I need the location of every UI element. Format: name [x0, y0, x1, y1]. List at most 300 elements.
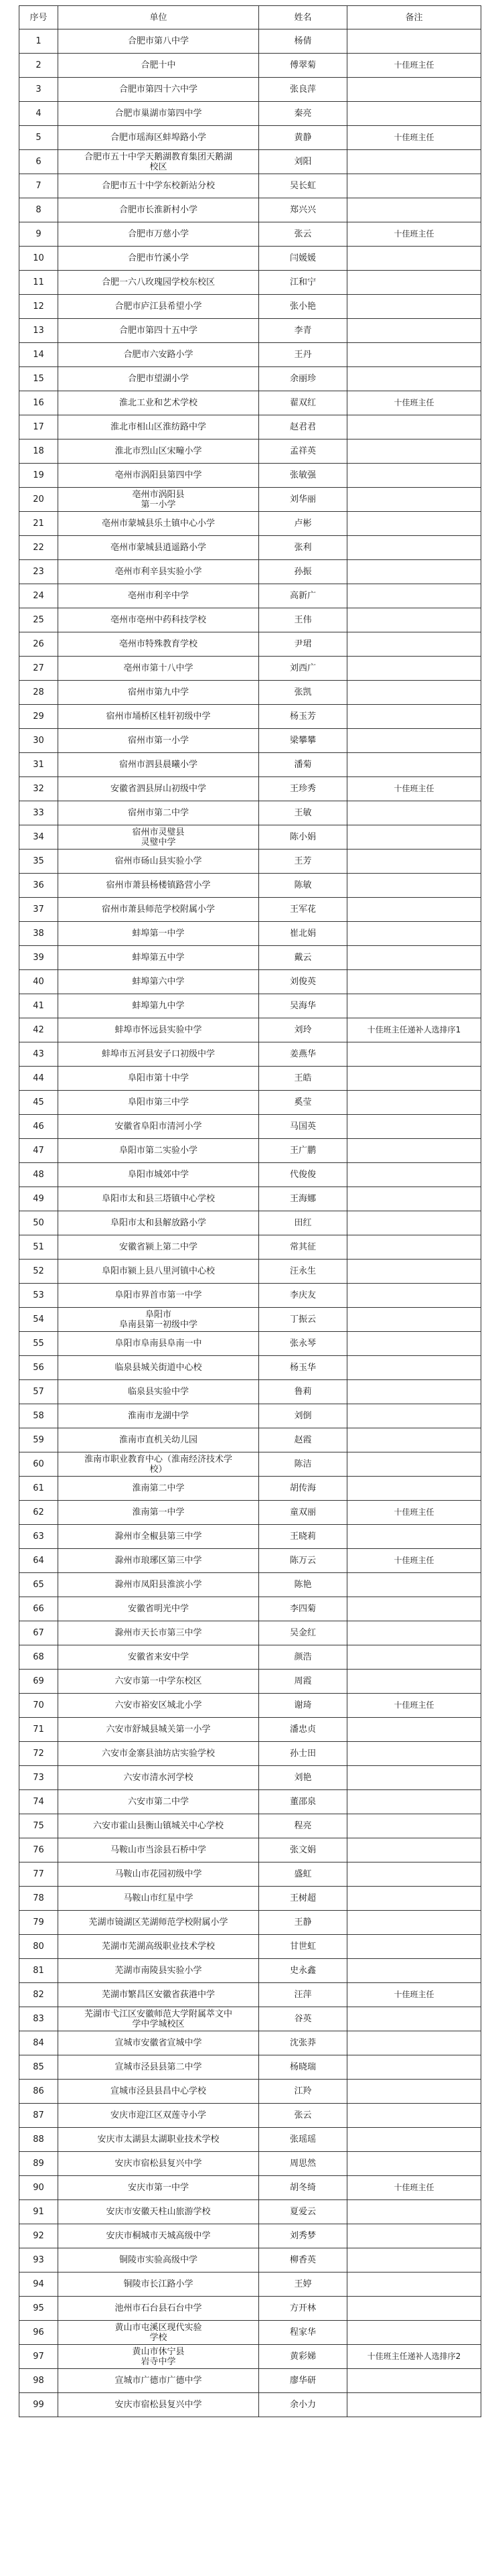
row-unit: 马鞍山市红星中学: [58, 1887, 259, 1911]
table-row: [19, 174, 481, 198]
row-unit: 安庆市桐城市天城高级中学: [58, 2224, 259, 2248]
row-name: 吴金红: [259, 1621, 347, 1645]
row-unit: 安徽省阜阳市清河小学: [58, 1115, 259, 1139]
row-index: 92: [19, 2224, 58, 2248]
row-remark: [347, 1211, 481, 1235]
row-unit: 合肥市第四十六中学: [58, 78, 259, 102]
row-unit: 亳州市利辛中学: [58, 584, 259, 608]
row-index: 21: [19, 512, 58, 536]
row-unit: 阜阳市颍上县八里河镇中心校: [58, 1260, 259, 1284]
row-remark: [347, 1670, 481, 1694]
row-name: 刘华丽: [259, 488, 347, 512]
row-index: 27: [19, 657, 58, 681]
row-index: 89: [19, 2152, 58, 2176]
table-row: [19, 1018, 481, 1042]
row-name: 傅翠菊: [259, 54, 347, 78]
row-name: 余丽珍: [259, 367, 347, 391]
row-remark: 十佳班主任递补人选排序1: [347, 1018, 481, 1042]
table-row: [19, 825, 481, 850]
row-index: 63: [19, 1525, 58, 1549]
row-unit: 马鞍山市花园初级中学: [58, 1862, 259, 1887]
row-unit: 阜阳市太和县解放路小学: [58, 1211, 259, 1235]
row-name: 汪萍: [259, 1983, 347, 2007]
row-name: 王伟: [259, 608, 347, 632]
row-name: 王晓莉: [259, 1525, 347, 1549]
row-remark: [347, 1935, 481, 1959]
table-row: [19, 584, 481, 608]
table-row: [19, 2128, 481, 2152]
row-name: 王皓: [259, 1067, 347, 1091]
table-row: [19, 1718, 481, 1742]
row-index: 90: [19, 2176, 58, 2200]
table-row: [19, 247, 481, 271]
row-unit: 合肥市庐江县希望小学: [58, 295, 259, 319]
row-index: 68: [19, 1645, 58, 1670]
table-row: [19, 1284, 481, 1308]
row-remark: [347, 150, 481, 174]
row-index: 38: [19, 922, 58, 946]
row-unit: 安徽省颍上第二中学: [58, 1235, 259, 1260]
row-unit: 宿州市第二中学: [58, 801, 259, 825]
row-remark: [347, 2152, 481, 2176]
table-row: [19, 1139, 481, 1163]
row-unit: 阜阳市第三中学: [58, 1091, 259, 1115]
row-index: 3: [19, 78, 58, 102]
row-index: 83: [19, 2007, 58, 2031]
table-row: [19, 1115, 481, 1139]
table-row: [19, 1887, 481, 1911]
row-index: 24: [19, 584, 58, 608]
table-row: [19, 1742, 481, 1766]
table-row: [19, 874, 481, 898]
table-row: [19, 1862, 481, 1887]
table-row: [19, 946, 481, 970]
row-remark: 十佳班主任: [347, 126, 481, 150]
table-row: [19, 536, 481, 560]
row-index: 78: [19, 1887, 58, 1911]
row-index: 88: [19, 2128, 58, 2152]
row-unit: 黄山市屯溪区现代实验 学校: [58, 2321, 259, 2345]
roster-sheet: [19, 5, 481, 2417]
table-row: [19, 801, 481, 825]
row-unit: 安庆市迎江区双莲寺小学: [58, 2104, 259, 2128]
row-unit: 亳州市涡阳县第四中学: [58, 464, 259, 488]
row-unit: 合肥市长淮新村小学: [58, 198, 259, 222]
table-row: [19, 391, 481, 415]
row-index: 43: [19, 1042, 58, 1067]
row-remark: [347, 1163, 481, 1187]
row-remark: [347, 2031, 481, 2055]
row-remark: [347, 295, 481, 319]
table-row: [19, 1163, 481, 1187]
row-unit: 安徽省明光中学: [58, 1597, 259, 1621]
row-remark: [347, 657, 481, 681]
row-name: 王婷: [259, 2273, 347, 2297]
row-remark: [347, 1645, 481, 1670]
row-unit: 蚌埠市怀远县实验中学: [58, 1018, 259, 1042]
row-index: 28: [19, 681, 58, 705]
table-row: [19, 1187, 481, 1211]
row-name: 陈艳: [259, 1573, 347, 1597]
row-unit: 滁州市琅琊区第三中学: [58, 1549, 259, 1573]
table-row: [19, 319, 481, 343]
table-row: [19, 681, 481, 705]
table-row: [19, 1766, 481, 1790]
row-unit: 合肥市竹溪小学: [58, 247, 259, 271]
row-index: 42: [19, 1018, 58, 1042]
row-unit: 淮南第一中学: [58, 1501, 259, 1525]
row-index: 29: [19, 705, 58, 729]
row-index: 81: [19, 1959, 58, 1983]
row-unit: 六安市裕安区城北小学: [58, 1694, 259, 1718]
row-remark: [347, 247, 481, 271]
row-name: 张敏强: [259, 464, 347, 488]
row-unit: 合肥市第八中学: [58, 29, 259, 54]
row-remark: [347, 801, 481, 825]
row-remark: [347, 1887, 481, 1911]
row-unit: 合肥市五十中学天鹅湖教育集团天鹅湖 校区: [58, 150, 259, 174]
row-remark: [347, 1380, 481, 1404]
roster-table: [19, 5, 481, 2417]
row-remark: 十佳班主任: [347, 54, 481, 78]
row-name: 甘世虹: [259, 1935, 347, 1959]
row-remark: [347, 2393, 481, 2417]
table-row: [19, 2321, 481, 2345]
row-remark: 十佳班主任: [347, 1983, 481, 2007]
row-name: 陈敏: [259, 874, 347, 898]
row-unit: 蚌埠第九中学: [58, 994, 259, 1018]
row-unit: 合肥市瑶海区蚌埠路小学: [58, 126, 259, 150]
row-index: 25: [19, 608, 58, 632]
table-row: [19, 415, 481, 439]
row-index: 93: [19, 2248, 58, 2273]
table-row: [19, 2224, 481, 2248]
row-name: 李四菊: [259, 1597, 347, 1621]
row-name: 王海娜: [259, 1187, 347, 1211]
row-name: 江和宁: [259, 271, 347, 295]
row-index: 87: [19, 2104, 58, 2128]
row-name: 尹珺: [259, 632, 347, 657]
table-row: [19, 1814, 481, 1838]
row-unit: 阜阳市城郊中学: [58, 1163, 259, 1187]
table-row: [19, 2080, 481, 2104]
table-row: [19, 560, 481, 584]
row-unit: 淮南第二中学: [58, 1477, 259, 1501]
table-row: [19, 1573, 481, 1597]
row-remark: [347, 102, 481, 126]
row-unit: 阜阳市太和县三塔镇中心学校: [58, 1187, 259, 1211]
row-remark: [347, 994, 481, 1018]
row-remark: [347, 367, 481, 391]
row-remark: [347, 78, 481, 102]
table-row: [19, 78, 481, 102]
table-row: [19, 1404, 481, 1428]
row-unit: 淮北工业和艺术学校: [58, 391, 259, 415]
row-unit: 安庆市太湖县太湖职业技术学校: [58, 2128, 259, 2152]
row-name: 潘忠贞: [259, 1718, 347, 1742]
row-name: 张良萍: [259, 78, 347, 102]
table-row: [19, 1790, 481, 1814]
row-remark: [347, 1042, 481, 1067]
row-unit: 黄山市休宁县 岩寺中学: [58, 2345, 259, 2369]
table-row: [19, 1428, 481, 1452]
table-row: [19, 705, 481, 729]
row-unit: 六安市舒城县城关第一小学: [58, 1718, 259, 1742]
row-remark: [347, 2128, 481, 2152]
row-index: 56: [19, 1356, 58, 1380]
row-unit: 六安市第二中学: [58, 1790, 259, 1814]
table-row: [19, 439, 481, 464]
row-index: 7: [19, 174, 58, 198]
table-row: [19, 753, 481, 777]
row-name: 黄静: [259, 126, 347, 150]
row-index: 30: [19, 729, 58, 753]
row-name: 夏爱云: [259, 2200, 347, 2224]
table-row: [19, 2031, 481, 2055]
row-name: 刘俊英: [259, 970, 347, 994]
row-name: 陈洁: [259, 1452, 347, 1477]
row-unit: 合肥市望湖小学: [58, 367, 259, 391]
row-unit: 合肥市五十中学东校新站分校: [58, 174, 259, 198]
row-remark: [347, 29, 481, 54]
table-row: [19, 1935, 481, 1959]
row-name: 王敏: [259, 801, 347, 825]
row-unit: 宿州市第一小学: [58, 729, 259, 753]
row-index: 33: [19, 801, 58, 825]
table-row: [19, 464, 481, 488]
table-row: [19, 922, 481, 946]
table-row: [19, 1525, 481, 1549]
row-remark: [347, 898, 481, 922]
table-row: [19, 729, 481, 753]
table-row: [19, 1694, 481, 1718]
row-remark: [347, 1862, 481, 1887]
row-unit: 亳州市亳州中药科技学校: [58, 608, 259, 632]
row-remark: [347, 753, 481, 777]
table-row: [19, 198, 481, 222]
row-unit: 合肥市六安路小学: [58, 343, 259, 367]
row-index: 49: [19, 1187, 58, 1211]
row-unit: 合肥市巢湖市第四中学: [58, 102, 259, 126]
row-index: 20: [19, 488, 58, 512]
row-name: 田红: [259, 1211, 347, 1235]
row-unit: 宿州市萧县杨楼镇路营小学: [58, 874, 259, 898]
row-name: 刘艳: [259, 1766, 347, 1790]
row-name: 杨晓瑞: [259, 2055, 347, 2080]
row-index: 79: [19, 1911, 58, 1935]
row-unit: 合肥市万慈小学: [58, 222, 259, 247]
row-name: 李青: [259, 319, 347, 343]
header-index: 序号: [19, 6, 58, 29]
row-name: 方开林: [259, 2297, 347, 2321]
table-row: [19, 29, 481, 54]
row-remark: [347, 415, 481, 439]
row-name: 陈小娟: [259, 825, 347, 850]
row-name: 奚莹: [259, 1091, 347, 1115]
row-name: 刘倒: [259, 1404, 347, 1428]
row-unit: 六安市第一中学东校区: [58, 1670, 259, 1694]
row-name: 潘菊: [259, 753, 347, 777]
table-row: [19, 1983, 481, 2007]
row-index: 26: [19, 632, 58, 657]
row-index: 15: [19, 367, 58, 391]
row-name: 张利: [259, 536, 347, 560]
row-remark: 十佳班主任递补人选排序2: [347, 2345, 481, 2369]
row-index: 62: [19, 1501, 58, 1525]
row-index: 48: [19, 1163, 58, 1187]
row-unit: 宿州市灵璧县 灵璧中学: [58, 825, 259, 850]
row-remark: [347, 1838, 481, 1862]
row-remark: [347, 2104, 481, 2128]
row-remark: 十佳班主任: [347, 777, 481, 801]
table-row: [19, 657, 481, 681]
table-row: [19, 2345, 481, 2369]
row-index: 17: [19, 415, 58, 439]
row-index: 72: [19, 1742, 58, 1766]
row-unit: 阜阳市 阜南县第一初级中学: [58, 1308, 259, 1332]
table-row: [19, 1501, 481, 1525]
row-index: 69: [19, 1670, 58, 1694]
row-remark: [347, 1404, 481, 1428]
row-index: 46: [19, 1115, 58, 1139]
row-index: 31: [19, 753, 58, 777]
row-unit: 蚌埠第六中学: [58, 970, 259, 994]
table-row: [19, 994, 481, 1018]
table-row: [19, 54, 481, 78]
row-remark: 十佳班主任: [347, 1501, 481, 1525]
row-index: 50: [19, 1211, 58, 1235]
row-index: 44: [19, 1067, 58, 1091]
row-index: 80: [19, 1935, 58, 1959]
row-remark: [347, 1959, 481, 1983]
row-index: 34: [19, 825, 58, 850]
table-row: [19, 512, 481, 536]
table-row: [19, 2104, 481, 2128]
row-index: 55: [19, 1332, 58, 1356]
row-unit: 六安市霍山县衡山镇城关中心学校: [58, 1814, 259, 1838]
row-remark: [347, 1911, 481, 1935]
row-index: 13: [19, 319, 58, 343]
table-row: [19, 1911, 481, 1935]
row-unit: 芜湖市镜湖区芜湖师范学校附属小学: [58, 1911, 259, 1935]
row-name: 秦亮: [259, 102, 347, 126]
row-index: 52: [19, 1260, 58, 1284]
row-index: 67: [19, 1621, 58, 1645]
row-unit: 芜湖市繁昌区安徽省荻港中学: [58, 1983, 259, 2007]
row-remark: [347, 536, 481, 560]
header-remark: 备注: [347, 6, 481, 29]
row-name: 卢彬: [259, 512, 347, 536]
row-index: 74: [19, 1790, 58, 1814]
row-remark: [347, 1742, 481, 1766]
table-row: [19, 1959, 481, 1983]
table-row: [19, 1042, 481, 1067]
row-unit: 六安市金寨县油坊店实验学校: [58, 1742, 259, 1766]
row-remark: [347, 2248, 481, 2273]
row-remark: [347, 2297, 481, 2321]
row-index: 6: [19, 150, 58, 174]
row-index: 65: [19, 1573, 58, 1597]
table-row: [19, 1645, 481, 1670]
row-name: 孟祥英: [259, 439, 347, 464]
row-unit: 安庆市宿松县复兴中学: [58, 2393, 259, 2417]
row-remark: [347, 850, 481, 874]
row-name: 史永鑫: [259, 1959, 347, 1983]
row-unit: 宿州市砀山县实验小学: [58, 850, 259, 874]
row-name: 杨玉芳: [259, 705, 347, 729]
table-row: [19, 1067, 481, 1091]
row-unit: 芜湖市南陵县实验小学: [58, 1959, 259, 1983]
row-index: 32: [19, 777, 58, 801]
row-name: 杨玉华: [259, 1356, 347, 1380]
table-row: [19, 271, 481, 295]
table-row: [19, 2055, 481, 2080]
row-index: 59: [19, 1428, 58, 1452]
table-row: [19, 1235, 481, 1260]
row-unit: 芜湖市弋江区安徽师范大学附属萃文中 学中学城校区: [58, 2007, 259, 2031]
row-index: 23: [19, 560, 58, 584]
row-unit: 亳州市利辛县实验小学: [58, 560, 259, 584]
row-name: 程家华: [259, 2321, 347, 2345]
row-remark: [347, 874, 481, 898]
row-index: 70: [19, 1694, 58, 1718]
row-index: 22: [19, 536, 58, 560]
row-remark: [347, 2055, 481, 2080]
table-row: [19, 295, 481, 319]
table-row: [19, 1838, 481, 1862]
row-index: 11: [19, 271, 58, 295]
row-name: 杨倩: [259, 29, 347, 54]
table-row: [19, 2248, 481, 2273]
row-unit: 阜阳市界首市第一中学: [58, 1284, 259, 1308]
row-index: 75: [19, 1814, 58, 1838]
table-row: [19, 1477, 481, 1501]
row-index: 37: [19, 898, 58, 922]
table-row: [19, 1356, 481, 1380]
row-name: 柳香英: [259, 2248, 347, 2273]
row-name: 孙士田: [259, 1742, 347, 1766]
row-name: 谢琦: [259, 1694, 347, 1718]
table-row: [19, 222, 481, 247]
row-name: 刘阳: [259, 150, 347, 174]
row-unit: 铜陵市长江路小学: [58, 2273, 259, 2297]
row-name: 刘秀梦: [259, 2224, 347, 2248]
row-index: 95: [19, 2297, 58, 2321]
row-name: 代俊俊: [259, 1163, 347, 1187]
row-remark: [347, 1067, 481, 1091]
row-index: 84: [19, 2031, 58, 2055]
row-unit: 合肥一六八玫瑰园学校东校区: [58, 271, 259, 295]
row-remark: [347, 439, 481, 464]
row-remark: [347, 1621, 481, 1645]
row-unit: 滁州市全椒县第三中学: [58, 1525, 259, 1549]
row-index: 1: [19, 29, 58, 54]
row-index: 64: [19, 1549, 58, 1573]
row-remark: [347, 2080, 481, 2104]
row-remark: [347, 2321, 481, 2345]
row-name: 周霞: [259, 1670, 347, 1694]
row-remark: [347, 584, 481, 608]
header-name: 姓名: [259, 6, 347, 29]
row-unit: 合肥十中: [58, 54, 259, 78]
row-unit: 合肥市第四十五中学: [58, 319, 259, 343]
row-name: 江羚: [259, 2080, 347, 2104]
row-unit: 亳州市蒙城县乐土镇中心小学: [58, 512, 259, 536]
row-index: 61: [19, 1477, 58, 1501]
row-name: 李庆友: [259, 1284, 347, 1308]
row-unit: 安徽省来安中学: [58, 1645, 259, 1670]
table-row: [19, 2152, 481, 2176]
